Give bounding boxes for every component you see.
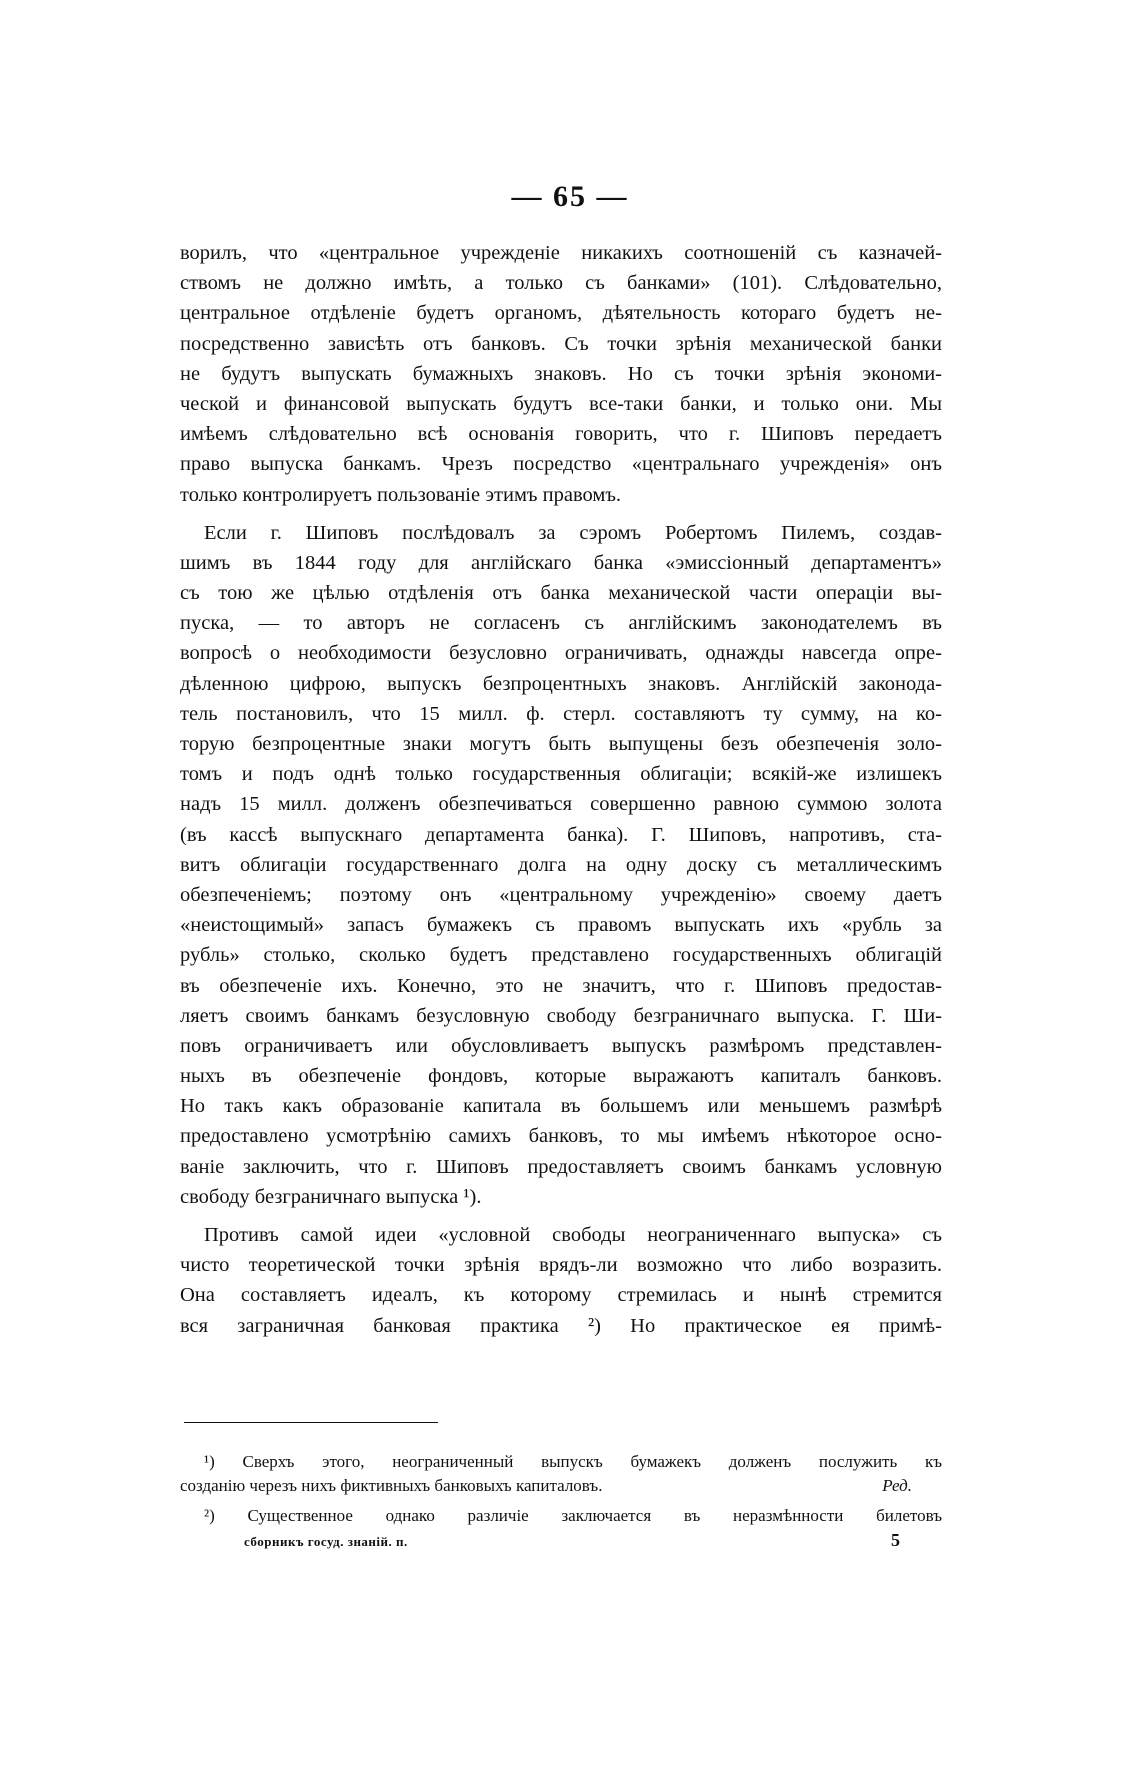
text-line: повъ ограничиваетъ или обусловливаетъ выпускъ размѣромъ представлен- <box>180 1034 942 1057</box>
page-number: — 65 — <box>511 180 629 213</box>
text-line: предоставлено усмотрѣнію самихъ банковъ, то мы имѣемъ нѣкоторое осно- <box>180 1125 942 1148</box>
text-line: въ обезпеченіе ихъ. Конечно, это не значитъ, что г. Шиповъ предостав- <box>180 974 942 997</box>
text-line: витъ облигаціи государственнаго долга на одну доску съ металлическимъ <box>180 853 942 876</box>
text-line: шимъ въ 1844 году для англійскаго банка «эмиссіонный департаментъ» <box>180 551 942 574</box>
text-line: (въ кассѣ выпускнаго департамента банка). Г. Шиповъ, напротивъ, ста- <box>180 823 942 846</box>
text-line: ляетъ своимъ банкамъ безусловную свободу безграничнаго выпуска. Г. Ши- <box>180 1004 942 1027</box>
text-line: пуска, — то авторъ не согласенъ съ англійскимъ законодателемъ въ <box>180 612 942 635</box>
footnote <box>180 1450 942 1498</box>
paragraph <box>180 518 942 1212</box>
footnote-text: созданію черезъ нихъ фиктивныхъ банковыхъ капиталовъ. <box>180 1476 603 1495</box>
text-line: ныхъ въ обезпеченіе фондовъ, которые выражаютъ капиталъ банковъ. <box>180 1065 942 1088</box>
text-line: дѣленною цифрою, выпускъ безпроцентныхъ знаковъ. Англійскій законода- <box>180 672 942 695</box>
text-line: вопросѣ о необходимости безусловно ограничивать, однажды навсегда опре- <box>180 642 942 665</box>
text-line: «неистощимый» запасъ бумажекъ съ правомъ выпускать ихъ «рубль за <box>180 914 942 937</box>
text-line: Если г. Шиповъ послѣдовалъ за сэромъ Робертомъ Пилемъ, создав- <box>204 521 942 544</box>
text-line: ствомъ не должно имѣть, а только съ банками» (101). Слѣдовательно, <box>180 272 942 295</box>
text-line: тель постановилъ, что 15 милл. ф. стерл. составляютъ ту сумму, на ко- <box>180 702 942 725</box>
text-line: Но такъ какъ образованіе капитала въ большемъ или меньшемъ размѣрѣ <box>180 1095 942 1118</box>
printer-signature: сборникъ госуд. знаній. п. <box>244 1534 408 1549</box>
footnote-line <box>180 1474 942 1498</box>
editor-mark: Ред. <box>882 1476 912 1495</box>
signature-line <box>244 1530 900 1551</box>
text-line: центральное отдѣленіе будетъ органомъ, дѣятельность котораго будетъ не- <box>180 302 942 325</box>
body-text <box>180 238 942 1341</box>
text-line: обезпеченіемъ; поэтому онъ «центральному учрежденію» своему даетъ <box>180 883 942 906</box>
paragraph <box>180 1220 942 1341</box>
text-line: посредственно зависѣть отъ банковъ. Съ точки зрѣнія механической банки <box>180 332 942 355</box>
text-line: томъ и подъ однѣ только государственныя облигаціи; всякій-же излишекъ <box>180 763 942 786</box>
text-line: чисто теоретической точки зрѣнія врядъ-ли возможно что либо возразить. <box>180 1254 942 1277</box>
footnotes <box>180 1450 942 1528</box>
text-line: надъ 15 милл. долженъ обезпечиваться совершенно равною суммою золота <box>180 793 942 816</box>
text-line: Она составляетъ идеалъ, къ которому стремилась и нынѣ стремится <box>180 1284 942 1307</box>
text-line: не будутъ выпускать бумажныхъ знаковъ. Но съ точки зрѣнія экономи- <box>180 362 942 385</box>
text-line: свободу безграничнаго выпуска ¹). <box>180 1185 482 1208</box>
text-line: Противъ самой идеи «условной свободы неограниченнаго выпуска» съ <box>204 1224 942 1246</box>
text-line: ческой и финансовой выпускать будутъ все-таки банки, и только они. Мы <box>180 392 942 415</box>
text-line: ваніе заключить, что г. Шиповъ предоставляетъ своимъ банкамъ условную <box>180 1155 942 1178</box>
text-line: рубль» столько, сколько будетъ представлено государственныхъ облигацій <box>180 944 942 967</box>
footnote-divider <box>184 1422 438 1423</box>
text-line: только контролируетъ пользованіе этимъ правомъ. <box>180 483 622 506</box>
text-line: торую безпроцентные знаки могутъ быть выпущены безъ обезпеченія золо- <box>180 733 942 755</box>
text-line: ворилъ, что «центральное учрежденіе никакихъ соотношеній съ казначей- <box>180 242 942 264</box>
footnote-line: ¹) Сверхъ этого, неограниченный выпускъ бумажекъ долженъ послужить къ <box>204 1452 942 1471</box>
text-line: вся заграничная банковая практика ²) Но практическое ея примѣ- <box>180 1314 942 1337</box>
footnote <box>180 1504 942 1528</box>
paragraph <box>180 238 942 510</box>
footnote-line: ²) Существенное однако различіе заключается въ неразмѣнности билетовъ <box>204 1506 942 1525</box>
sheet-number: 5 <box>891 1530 900 1550</box>
text-line: съ тою же цѣлью отдѣленія отъ банка механической части операціи вы- <box>180 582 942 605</box>
text-line: право выпуска банкамъ. Чрезъ посредство «центральнаго учрежденія» онъ <box>180 453 942 476</box>
text-line: имѣемъ слѣдовательно всѣ основанія говорить, что г. Шиповъ передаетъ <box>180 423 942 446</box>
